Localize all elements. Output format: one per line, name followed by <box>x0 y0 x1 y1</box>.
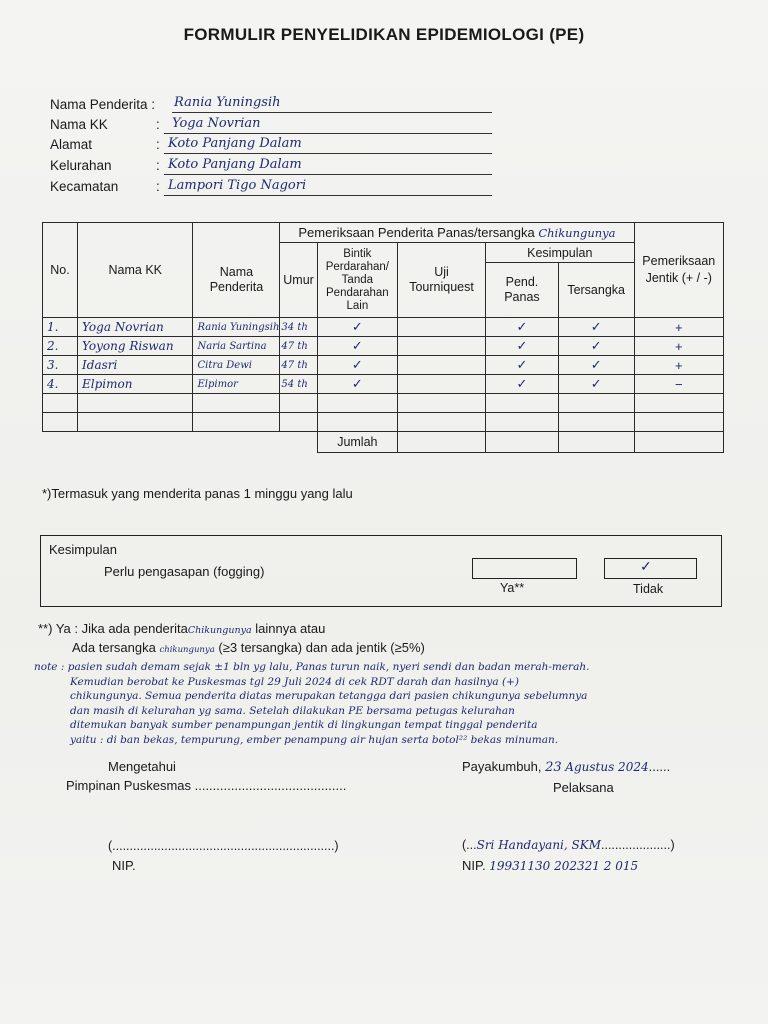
col-nama-penderita-top <box>193 223 280 243</box>
row-uji <box>398 337 486 356</box>
right-name-line <box>462 838 675 852</box>
row-nama-kk: Elpimon <box>78 375 193 394</box>
row-nama-penderita: Naria Sartina <box>193 337 280 356</box>
note-line: yaitu : di ban bekas, tempurung, ember penampung air hujan serta botol²² bekas minuman. <box>70 733 559 746</box>
header-group-label: Pemeriksaan Penderita Panas/tersangka <box>298 225 535 240</box>
criteria-line-1-hw: Chikungunya <box>187 625 252 636</box>
date-day: 23 <box>545 760 562 775</box>
col-uji-header: Uji Tourniquest <box>398 243 486 318</box>
ya-label: Ya** <box>500 581 525 595</box>
note-line: Kemudian berobat ke Puskesmas tgl 29 Juli 2024 di cek RDT darah dan hasilnya (+) <box>70 675 519 688</box>
right-nip-label: NIP. <box>462 858 486 873</box>
tidak-check-mark: ✓ <box>640 558 652 574</box>
row-no: 4. <box>43 375 78 394</box>
row-jentik: + <box>634 318 723 337</box>
alamat-label: Alamat <box>50 137 93 152</box>
nama-kk-colon: : <box>156 117 160 132</box>
row-tersangka: ✓ <box>558 356 634 375</box>
row-pend-panas: ✓ <box>486 356 559 375</box>
row-pend-panas: ✓ <box>486 375 559 394</box>
row-jentik: + <box>634 337 723 356</box>
row-umur: 54 th <box>280 375 317 394</box>
row-nama-penderita: Rania Yuningsih <box>193 318 280 337</box>
row-tersangka: ✓ <box>558 375 634 394</box>
kesimpulan-title: Kesimpulan <box>49 542 117 557</box>
col-pend-panas-header: Pend. Panas <box>486 263 559 318</box>
col-umur-header: Umur <box>280 243 317 318</box>
kecamatan-colon: : <box>156 179 160 194</box>
nama-kk-value: Yoga Novrian <box>172 116 261 131</box>
table-row <box>43 375 724 394</box>
row-uji <box>398 375 486 394</box>
table-row-empty <box>43 413 724 432</box>
kecamatan-label: Kecamatan <box>50 179 119 194</box>
pelaksana-label: Pelaksana <box>553 780 614 795</box>
row-bintik: ✓ <box>317 318 397 337</box>
right-name-open: (... <box>462 838 477 852</box>
left-nip: NIP. <box>112 858 136 873</box>
criteria-line-2 <box>72 640 425 655</box>
col-nama-kk-header: Nama KK <box>78 223 193 318</box>
ya-checkbox[interactable] <box>472 558 577 579</box>
kelurahan-colon: : <box>156 158 160 173</box>
header-group-hw: Chikungunya <box>538 226 616 240</box>
table-row <box>43 318 724 337</box>
jumlah-label: Jumlah <box>317 432 397 453</box>
note-line: ditemukan banyak sumber penampungan jentik di lingkungan tempat tinggal penderita <box>70 719 538 731</box>
place-date-label: Payakumbuh, <box>462 759 542 774</box>
right-name-close: ....................) <box>601 838 675 852</box>
row-bintik: ✓ <box>317 375 397 394</box>
right-nip <box>462 858 638 873</box>
note-line: chikungunya. Semua penderita diatas merupakan tetangga dari pasien chikungunya sebelumnya <box>70 690 588 702</box>
row-no: 2. <box>43 337 78 356</box>
row-tersangka: ✓ <box>558 318 634 337</box>
fogging-question: Perlu pengasapan (fogging) <box>104 564 265 579</box>
table-row-empty <box>43 394 724 413</box>
row-pend-panas: ✓ <box>486 318 559 337</box>
row-nama-kk: Yoga Novrian <box>78 318 193 337</box>
row-nama-penderita: Citra Dewi <box>193 356 280 375</box>
row-uji <box>398 318 486 337</box>
row-uji <box>398 356 486 375</box>
right-name: Sri Handayani, SKM <box>476 838 601 852</box>
row-pend-panas: ✓ <box>486 337 559 356</box>
table-row <box>43 356 724 375</box>
row-no: 3. <box>43 356 78 375</box>
pimpinan-label: Pimpinan Puskesmas .......................................... <box>66 778 347 793</box>
alamat-colon: : <box>156 137 160 152</box>
row-bintik: ✓ <box>317 356 397 375</box>
row-bintik: ✓ <box>317 337 397 356</box>
col-kesimpulan-header: Kesimpulan <box>486 243 634 263</box>
left-name-line: (................................................................) <box>108 839 339 853</box>
col-no-header: No. <box>43 223 78 318</box>
row-no: 1. <box>43 318 78 337</box>
row-umur: 47 th <box>280 356 317 375</box>
date-dots: ...... <box>648 759 671 774</box>
nama-penderita-value: Rania Yuningsih <box>174 95 281 110</box>
row-tersangka: ✓ <box>558 337 634 356</box>
criteria-line-2-hw: chikungunya <box>159 645 215 655</box>
row-jentik: + <box>634 356 723 375</box>
row-umur: 34 th <box>280 318 317 337</box>
criteria-line-2-b: (≥3 tersangka) dan ada jentik (≥5%) <box>218 640 425 655</box>
row-nama-kk: Yoyong Riswan <box>78 337 193 356</box>
note-line: pasien sudah demam sejak ±1 bln yg lalu, Panas turun naik, nyeri sendi dan badan merah-merah. <box>67 661 590 673</box>
col-nama-penderita-header: Nama Penderita <box>193 243 280 318</box>
col-jentik-header: Pemeriksaan Jentik (+ / -) <box>634 223 723 318</box>
note-label: note : <box>34 661 65 673</box>
footnote: *)Termasuk yang menderita panas 1 minggu yang lalu <box>42 486 353 501</box>
kelurahan-label: Kelurahan <box>50 158 112 173</box>
criteria-line-1-a: **) Ya : Jika ada penderita <box>38 621 188 636</box>
right-nip-value: 19931130 202321 2 015 <box>489 859 639 873</box>
criteria-line-2-a: Ada tersangka <box>72 640 156 655</box>
form-title: FORMULIR PENYELIDIKAN EPIDEMIOLOGI (PE) <box>183 25 585 44</box>
row-nama-kk: Idasri <box>78 356 193 375</box>
header-group <box>280 223 634 243</box>
col-tersangka-header: Tersangka <box>558 263 634 318</box>
examination-table <box>42 222 724 453</box>
nama-kk-label: Nama KK <box>50 117 108 132</box>
col-bintik-header: Bintik Perdarahan/ Tanda Pendarahan Lain <box>317 243 397 318</box>
mengetahui-label: Mengetahui <box>108 759 176 774</box>
table-row <box>43 337 724 356</box>
tidak-label: Tidak <box>633 582 664 596</box>
kelurahan-value: Koto Panjang Dalam <box>168 157 302 172</box>
date-month-year: Agustus 2024 <box>565 760 649 774</box>
alamat-value: Koto Panjang Dalam <box>168 136 302 151</box>
nama-penderita-label: Nama Penderita : <box>50 97 156 112</box>
kecamatan-value: Lampori Tigo Nagori <box>168 178 307 193</box>
criteria-line-1 <box>38 621 325 636</box>
place-date <box>462 759 670 775</box>
handwritten-note <box>34 660 764 747</box>
row-nama-penderita: Elpimor <box>193 375 280 394</box>
row-jentik: − <box>634 375 723 394</box>
note-line: dan masih di kelurahan yg sama. Setelah dilakukan PE bersama petugas kelurahan <box>70 704 515 717</box>
jumlah-row <box>43 432 724 453</box>
criteria-line-1-b: lainnya atau <box>255 621 326 636</box>
row-umur: 47 th <box>280 337 317 356</box>
